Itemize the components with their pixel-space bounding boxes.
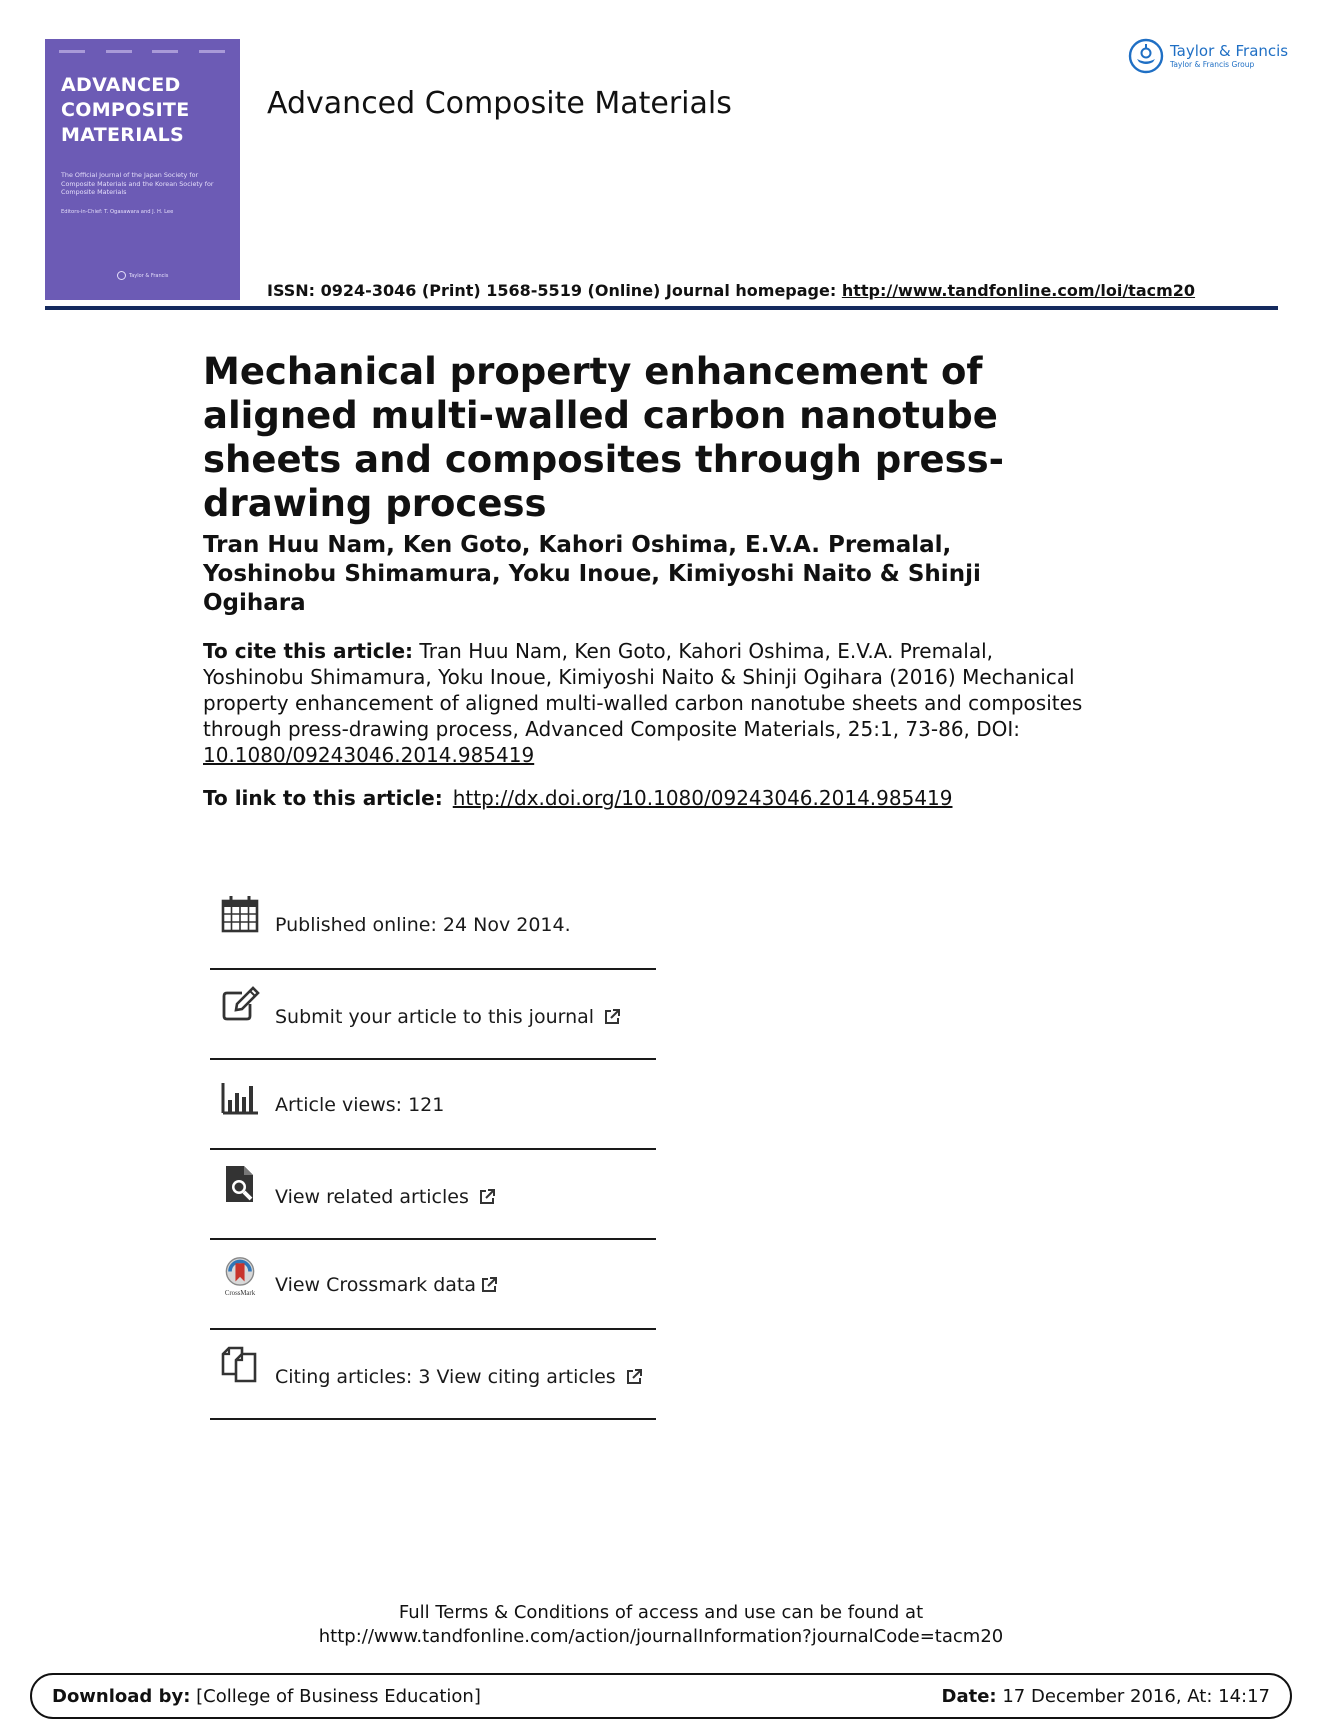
download-label: Download by:: [52, 1685, 191, 1707]
submit-article-link[interactable]: [275, 1006, 622, 1028]
journal-homepage-link[interactable]: http://www.tandfonline.com/loi/tacm20: [841, 281, 1196, 300]
cover-logo-icon: [117, 271, 126, 280]
crossmark-link[interactable]: [275, 1274, 499, 1296]
cover-description: The Official Journal of the Japan Society for Composite Materials and the Korean Society for Composite Materials: [61, 171, 214, 197]
download-info-bar: [30, 1673, 1292, 1719]
submit-article-text: Submit your article to this journal: [275, 1006, 595, 1028]
external-link-icon: [602, 1007, 622, 1027]
related-articles-link[interactable]: [275, 1186, 497, 1208]
terms-url[interactable]: http://www.tandfonline.com/action/journalInformation?journalCode=tacm20: [318, 1626, 1004, 1647]
journal-cover-image: [45, 39, 240, 300]
published-online-text: Published online: 24 Nov 2014.: [275, 914, 571, 936]
submit-article-item[interactable]: [210, 970, 656, 1060]
publisher-group: Taylor & Francis Group: [1170, 60, 1255, 69]
bar-chart-icon: [220, 1080, 260, 1120]
document-search-icon: [220, 1164, 260, 1204]
calendar-icon: [220, 894, 260, 934]
terms-notice: [0, 1601, 1322, 1649]
date-label: Date:: [941, 1685, 997, 1707]
external-link-icon: [479, 1275, 499, 1295]
external-link-icon: [477, 1187, 497, 1207]
cover-editors: Editors-in-Chief: T. Ogasawara and J. H. Lee: [61, 209, 174, 215]
cover-publisher-logo: [117, 271, 168, 280]
article-views-item: [210, 1060, 656, 1150]
citing-articles-link[interactable]: [275, 1366, 644, 1388]
related-articles-item[interactable]: [210, 1150, 656, 1240]
edit-icon: [220, 984, 260, 1024]
date-value: 17 December 2016, At: 14:17: [1002, 1685, 1270, 1707]
crossmark-text: View Crossmark data: [275, 1274, 477, 1296]
article-authors: Tran Huu Nam, Ken Goto, Kahori Oshima, E.V.A. Premalal, Yoshinobu Shimamura, Yoku Inoue, Kimiyoshi Naito & Shinji Ogihara: [203, 532, 981, 616]
issn-line: [267, 281, 1195, 300]
article-info-list: [210, 880, 656, 1420]
article-title: Mechanical property enhancement of aligned multi-walled carbon nanotube sheets and composites through press-drawing process: [203, 350, 1004, 525]
external-link-icon: [624, 1367, 644, 1387]
article-link-row: [203, 785, 953, 811]
crossmark-icon-label: CrossMark: [224, 1290, 256, 1296]
copy-icon: [220, 1344, 260, 1384]
journal-name: Advanced Composite Materials: [267, 86, 732, 121]
crossmark-icon: [220, 1256, 260, 1296]
published-online-item: [210, 880, 656, 970]
download-value: [College of Business Education]: [196, 1685, 481, 1707]
download-by: [52, 1686, 481, 1707]
issn-text: ISSN: 0924-3046 (Print) 1568-5519 (Online) Journal homepage:: [267, 281, 842, 300]
publisher-logo[interactable]: [1128, 38, 1288, 74]
cover-title-line: MATERIALS: [61, 124, 184, 146]
header-divider: [45, 306, 1278, 310]
related-articles-text: View related articles: [275, 1186, 469, 1208]
cover-top-marks: [59, 50, 225, 53]
taylor-francis-logo-icon: [1128, 38, 1164, 74]
terms-line: Full Terms & Conditions of access and use can be found at: [398, 1602, 924, 1623]
crossmark-item[interactable]: [210, 1240, 656, 1330]
cover-title-line: COMPOSITE: [61, 99, 190, 121]
citing-articles-item[interactable]: [210, 1330, 656, 1420]
cite-text: Tran Huu Nam, Ken Goto, Kahori Oshima, E.V.A. Premalal, Yoshinobu Shimamura, Yoku Inoue, Kimiyoshi Naito & Shinji Ogihara (2016) Mechanical property enhancement of aligned multi-walled carbon nanotube sheets and composites through press-drawing process, Advanced Composite Materials, 25:1, 73-86, DOI:: [203, 639, 1083, 741]
article-views-text: Article views: 121: [275, 1094, 445, 1116]
citing-articles-text: Citing articles: 3 View citing articles: [275, 1366, 616, 1388]
download-date: [942, 1686, 1271, 1707]
cover-title: [61, 73, 189, 148]
cover-title-line: ADVANCED: [61, 74, 181, 96]
cite-doi-link[interactable]: 10.1080/09243046.2014.985419: [203, 743, 535, 767]
link-label: To link to this article:: [203, 786, 443, 810]
article-doi-link[interactable]: http://dx.doi.org/10.1080/09243046.2014.985419: [452, 786, 953, 810]
cite-label: To cite this article:: [203, 639, 414, 663]
citation-block: [203, 638, 1083, 768]
publisher-name: Taylor & Francis: [1170, 42, 1289, 60]
cover-logo-text: Taylor & Francis: [129, 272, 169, 279]
